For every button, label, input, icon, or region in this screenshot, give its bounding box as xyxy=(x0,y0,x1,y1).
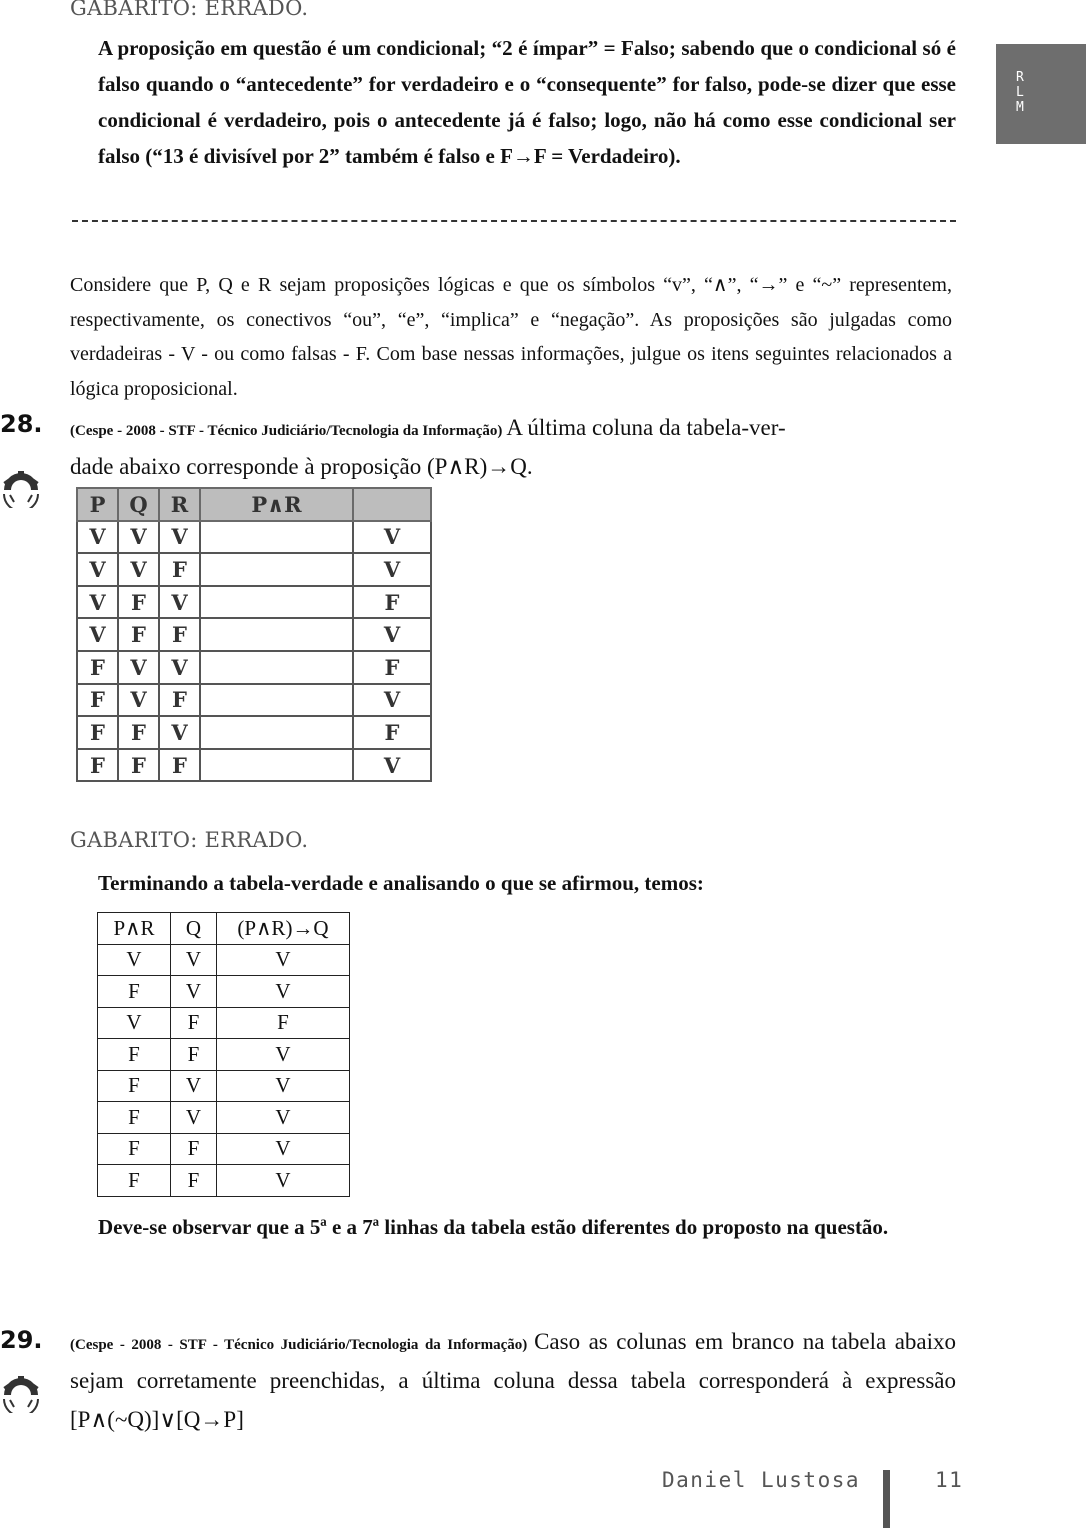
observation-text: Deve-se observar que a 5ª e a 7ª linhas da tabela estão diferentes do proposto na questão. xyxy=(98,1215,889,1239)
table-row xyxy=(98,1102,350,1134)
table-cell: F xyxy=(159,618,200,651)
table-row xyxy=(98,1039,350,1071)
table-cell: V xyxy=(77,521,118,554)
table-row xyxy=(77,521,431,554)
table-cell: V xyxy=(159,651,200,684)
table-cell: V xyxy=(217,976,350,1008)
table-row xyxy=(77,651,431,684)
table-cell: F xyxy=(159,749,200,782)
table-cell: V xyxy=(118,684,159,717)
table-cell: F xyxy=(77,684,118,717)
question-29 xyxy=(70,1324,956,1441)
table-cell: V xyxy=(77,553,118,586)
table-cell xyxy=(200,586,353,619)
footer-divider xyxy=(883,1470,890,1528)
table-cell: V xyxy=(118,521,159,554)
table-row xyxy=(77,684,431,717)
table-cell: F xyxy=(98,976,171,1008)
table-cell xyxy=(200,521,353,554)
question-text: dade abaixo corresponde à proposição (P∧R)→Q. xyxy=(70,454,533,479)
table-header-cell: R xyxy=(159,488,200,521)
table-cell: V xyxy=(353,618,431,651)
table-cell xyxy=(200,651,353,684)
question-number: 28. xyxy=(0,410,43,438)
table-cell: V xyxy=(159,521,200,554)
table-cell: F xyxy=(171,1007,217,1039)
chapter-tab-letter: R xyxy=(1016,70,1024,85)
table-cell: F xyxy=(118,716,159,749)
question-number: 29. xyxy=(0,1326,43,1354)
table-cell xyxy=(200,618,353,651)
table-row xyxy=(98,944,350,976)
chapter-tab xyxy=(996,44,1086,144)
table-header-row xyxy=(98,913,350,945)
table-cell: F xyxy=(353,651,431,684)
table-cell: V xyxy=(217,944,350,976)
table-cell: V xyxy=(159,586,200,619)
table-header-cell: P∧R xyxy=(200,488,353,521)
table-cell: V xyxy=(217,1102,350,1134)
question-28 xyxy=(70,410,956,488)
table-cell: V xyxy=(217,1039,350,1071)
table-cell: F xyxy=(98,1133,171,1165)
table-row xyxy=(77,716,431,749)
table-row xyxy=(98,1165,350,1197)
table-row xyxy=(77,553,431,586)
table-cell: V xyxy=(217,1165,350,1197)
table-row xyxy=(98,976,350,1008)
table-header-cell: Q xyxy=(118,488,159,521)
table-cell: V xyxy=(171,976,217,1008)
table-cell: F xyxy=(98,1070,171,1102)
table-cell: V xyxy=(353,684,431,717)
truth-table-answer xyxy=(97,912,350,1197)
dashed-separator xyxy=(72,220,956,222)
table-cell: F xyxy=(98,1039,171,1071)
table-cell: V xyxy=(171,944,217,976)
table-cell: F xyxy=(159,684,200,717)
table-cell: F xyxy=(171,1039,217,1071)
chapter-tab-letter: L xyxy=(1016,85,1024,100)
table-cell: V xyxy=(353,553,431,586)
table-cell: F xyxy=(171,1133,217,1165)
table-row xyxy=(77,618,431,651)
footer-author: Daniel Lustosa xyxy=(662,1468,861,1492)
page-number: 11 xyxy=(935,1468,964,1492)
question-source: (Cespe - 2008 - STF - Técnico Judiciário/Tecnologia da Informação) xyxy=(70,1337,528,1353)
table-cell: F xyxy=(77,716,118,749)
table-cell: F xyxy=(353,716,431,749)
table-row xyxy=(98,1070,350,1102)
intro-paragraph: Considere que P, Q e R sejam proposições lógicas e que os símbolos “v”, “∧”, “→” e “~” representem, respectivamente, os conectivos “ou”, “e”, “implica” e “negação”. As proposições são julgadas como verdadeiras - V - ou como falsas - F. Com base nessas informações, julgue os itens seguintes relacionados a lógica proposicional. xyxy=(70,274,952,400)
table-row xyxy=(77,586,431,619)
table-cell: V xyxy=(353,749,431,782)
table-header-row xyxy=(77,488,431,521)
table-header-cell: P∧R xyxy=(98,913,171,945)
table-cell xyxy=(200,684,353,717)
table-cell: V xyxy=(171,1070,217,1102)
table-cell: F xyxy=(118,618,159,651)
table-row xyxy=(98,1007,350,1039)
question-text: tabela abaixo sejam corretamente preenchidas, a última coluna dessa tabela corresponderá à expressão [P∧(~Q)]∨[Q→P] xyxy=(70,1329,957,1432)
explanation-text: A proposição em questão é um condicional; “2 é ímpar” = Falso; sabendo que o condicional só é falso quando o “antecedente” for verdadeiro e o “consequente” for falso, pode-se dizer que esse condicional é verdadeiro, pois o antecedente já é falso; logo, não há como esse condicional ser falso (“13 é divisível por 2” também é falso e F→F = Verdadeiro). xyxy=(98,36,956,168)
question-text: A última coluna da tabela-ver- xyxy=(506,415,786,440)
table-cell: F xyxy=(118,586,159,619)
table-row xyxy=(98,1133,350,1165)
table-cell xyxy=(200,553,353,586)
table-cell: F xyxy=(98,1102,171,1134)
truth-table-image xyxy=(76,487,432,782)
table-cell: F xyxy=(217,1007,350,1039)
table-cell: F xyxy=(118,749,159,782)
table-cell: V xyxy=(77,586,118,619)
table-cell: V xyxy=(77,618,118,651)
table-cell: V xyxy=(118,651,159,684)
question-source: (Cespe - 2008 - STF - Técnico Judiciário/Tecnologia da Informação) xyxy=(70,423,503,439)
table-cell: F xyxy=(171,1165,217,1197)
table-cell xyxy=(200,716,353,749)
table-cell: V xyxy=(98,1007,171,1039)
table-cell: V xyxy=(217,1133,350,1165)
table-header-cell: Q xyxy=(171,913,217,945)
question-icon xyxy=(0,468,42,512)
table-cell: F xyxy=(353,586,431,619)
question-icon xyxy=(0,1373,42,1417)
table-cell: V xyxy=(98,944,171,976)
table-cell: V xyxy=(171,1102,217,1134)
table-cell: F xyxy=(77,749,118,782)
table-cell: F xyxy=(159,553,200,586)
table-cell: F xyxy=(77,651,118,684)
table-header-cell xyxy=(353,488,431,521)
table-cell: V xyxy=(118,553,159,586)
table-cell: V xyxy=(217,1070,350,1102)
gabarito-label: GABARITO: ERRADO. xyxy=(70,0,309,20)
table-cell: V xyxy=(159,716,200,749)
gabarito-label: GABARITO: ERRADO. xyxy=(70,828,309,852)
table-cell: V xyxy=(353,521,431,554)
table-row xyxy=(77,749,431,782)
question-text: Caso as colunas em branco na xyxy=(534,1329,825,1354)
table-header-cell: (P∧R)→Q xyxy=(217,913,350,945)
answer-intro: Terminando a tabela-verdade e analisando o que se afirmou, temos: xyxy=(98,871,704,895)
table-header-cell: P xyxy=(77,488,118,521)
table-cell: F xyxy=(98,1165,171,1197)
chapter-tab-letter: M xyxy=(1016,100,1024,115)
table-cell xyxy=(200,749,353,782)
